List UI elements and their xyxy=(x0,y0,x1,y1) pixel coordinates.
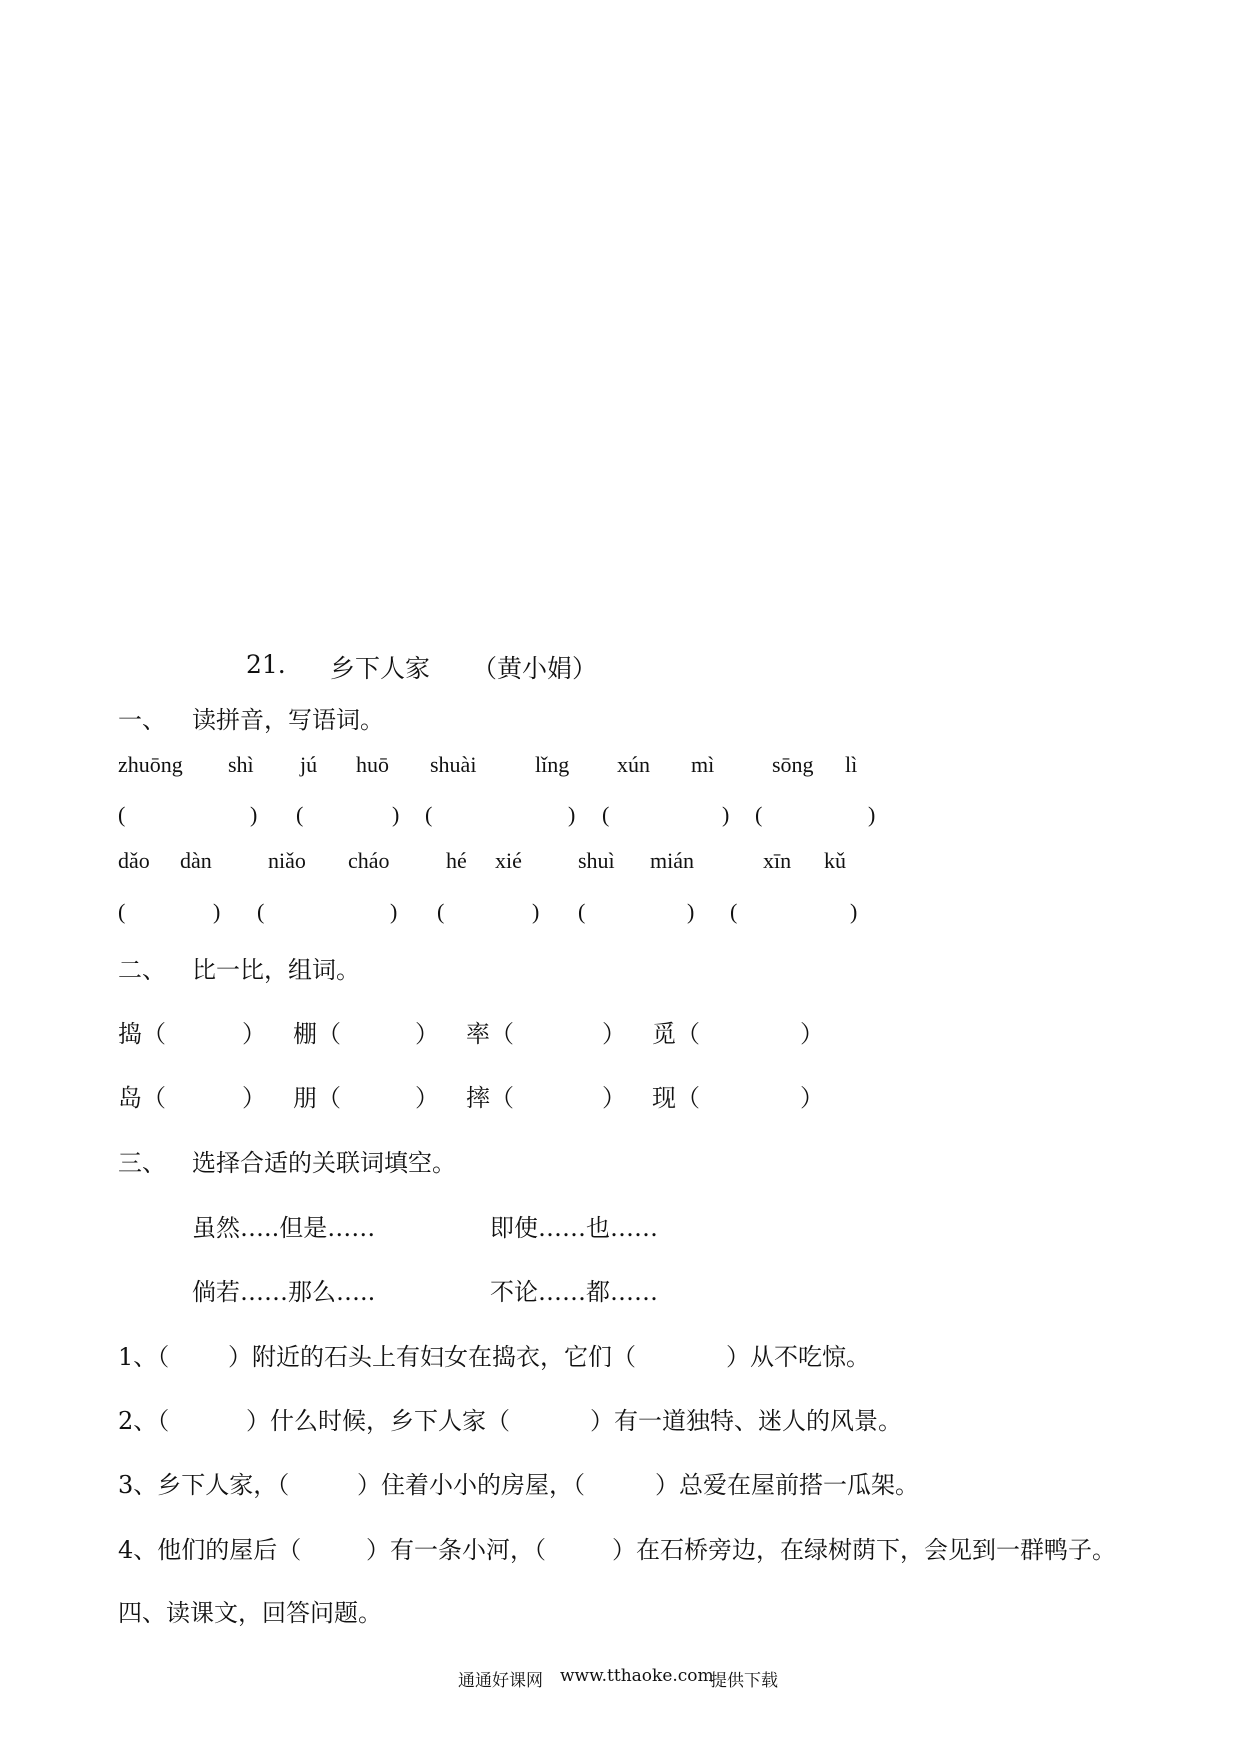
char-item-close: ） xyxy=(602,1084,626,1112)
pinyin: hé xyxy=(446,848,467,873)
section-4-heading: 四、读课文，回答问题。 xyxy=(118,1599,382,1627)
pinyin: lì xyxy=(845,752,858,777)
char-item-close: ） xyxy=(415,1084,439,1112)
fill-item-part: ）附近的石头上有妇女在捣衣，它们（ xyxy=(228,1343,636,1371)
fill-item-part: ）有一道独特、迷人的风景。 xyxy=(590,1407,902,1435)
title-author: （黄小娟） xyxy=(472,654,598,683)
pinyin: zhuōng xyxy=(118,752,183,777)
connective-option: 不论……都…… xyxy=(490,1278,658,1306)
section-1-heading: 读拼音，写语词。 xyxy=(192,706,384,734)
char-item: 现（ xyxy=(652,1084,700,1112)
close-paren: ) xyxy=(687,899,695,924)
fill-item-part: 3、乡下人家，（ xyxy=(118,1471,290,1499)
title-number: 21. xyxy=(246,650,286,679)
pinyin: jú xyxy=(300,752,318,777)
footer-url[interactable]: www.tthaoke.com xyxy=(560,1666,714,1686)
char-item-close: ） xyxy=(800,1020,824,1048)
fill-item-part: ）什么时候，乡下人家（ xyxy=(246,1407,510,1435)
open-paren: ( xyxy=(730,899,738,924)
fill-item-part: 2、（ xyxy=(118,1407,170,1435)
char-item-close: ） xyxy=(242,1020,266,1048)
fill-item-part: ）在石桥旁边，在绿树荫下，会见到一群鸭子。 xyxy=(612,1536,1116,1564)
pinyin: xún xyxy=(617,752,650,777)
section-2-number: 二、 xyxy=(118,956,166,984)
open-paren: ( xyxy=(578,899,586,924)
pinyin: mì xyxy=(691,752,715,777)
fill-item-part: ）从不吃惊。 xyxy=(726,1343,870,1371)
open-paren: ( xyxy=(602,802,610,827)
close-paren: ) xyxy=(213,899,221,924)
char-item: 率（ xyxy=(466,1020,514,1048)
section-1-number: 一、 xyxy=(118,706,166,734)
connective-option: 即使……也…… xyxy=(490,1214,658,1242)
close-paren: ) xyxy=(722,802,730,827)
fill-item-part: ）住着小小的房屋，（ xyxy=(357,1471,585,1499)
pinyin: shì xyxy=(228,752,254,777)
pinyin: xīn xyxy=(763,848,792,873)
char-item: 捣（ xyxy=(118,1020,166,1048)
connective-option: 虽然…..但是…… xyxy=(192,1214,376,1242)
pinyin: niǎo xyxy=(268,848,306,873)
char-item: 觅（ xyxy=(652,1020,700,1048)
close-paren: ) xyxy=(568,802,576,827)
pinyin: dàn xyxy=(180,848,212,873)
section-2-heading: 比一比，组词。 xyxy=(192,956,360,984)
char-item-close: ） xyxy=(800,1084,824,1112)
pinyin: cháo xyxy=(348,848,390,873)
char-item: 摔（ xyxy=(466,1084,514,1112)
pinyin: kǔ xyxy=(824,848,846,873)
fill-item-part: ）总爱在屋前搭一瓜架。 xyxy=(655,1471,919,1499)
section-3-heading: 选择合适的关联词填空。 xyxy=(192,1149,456,1177)
fill-item-part: 1、（ xyxy=(118,1343,170,1371)
pinyin: sōng xyxy=(772,752,814,777)
char-item-close: ） xyxy=(242,1084,266,1112)
char-item-close: ） xyxy=(602,1020,626,1048)
open-paren: ( xyxy=(425,802,433,827)
footer-note: 提供下载 xyxy=(710,1671,778,1691)
title-name: 乡下人家 xyxy=(330,654,431,683)
char-item: 棚（ xyxy=(293,1020,341,1048)
char-item: 朋（ xyxy=(293,1084,341,1112)
connective-option: 倘若……那么….. xyxy=(192,1278,376,1306)
open-paren: ( xyxy=(296,802,304,827)
fill-item-part: ）有一条小河，（ xyxy=(366,1536,546,1564)
close-paren: ) xyxy=(532,899,540,924)
pinyin: shuì xyxy=(578,848,615,873)
section-3-number: 三、 xyxy=(118,1149,166,1177)
close-paren: ) xyxy=(250,802,258,827)
footer-site: 通通好课网 xyxy=(458,1671,543,1691)
close-paren: ) xyxy=(392,802,400,827)
open-paren: ( xyxy=(118,802,126,827)
pinyin: mián xyxy=(650,848,694,873)
pinyin: huō xyxy=(356,752,389,777)
pinyin: lǐng xyxy=(535,752,570,777)
open-paren: ( xyxy=(437,899,445,924)
char-item-close: ） xyxy=(415,1020,439,1048)
close-paren: ) xyxy=(850,899,858,924)
close-paren: ) xyxy=(868,802,876,827)
close-paren: ) xyxy=(390,899,398,924)
open-paren: ( xyxy=(257,899,265,924)
pinyin: dǎo xyxy=(118,848,150,873)
open-paren: ( xyxy=(755,802,763,827)
char-item: 岛（ xyxy=(118,1084,166,1112)
fill-item-part: 4、他们的屋后（ xyxy=(118,1536,302,1564)
pinyin: shuài xyxy=(430,752,477,777)
pinyin: xié xyxy=(495,848,522,873)
open-paren: ( xyxy=(118,899,126,924)
